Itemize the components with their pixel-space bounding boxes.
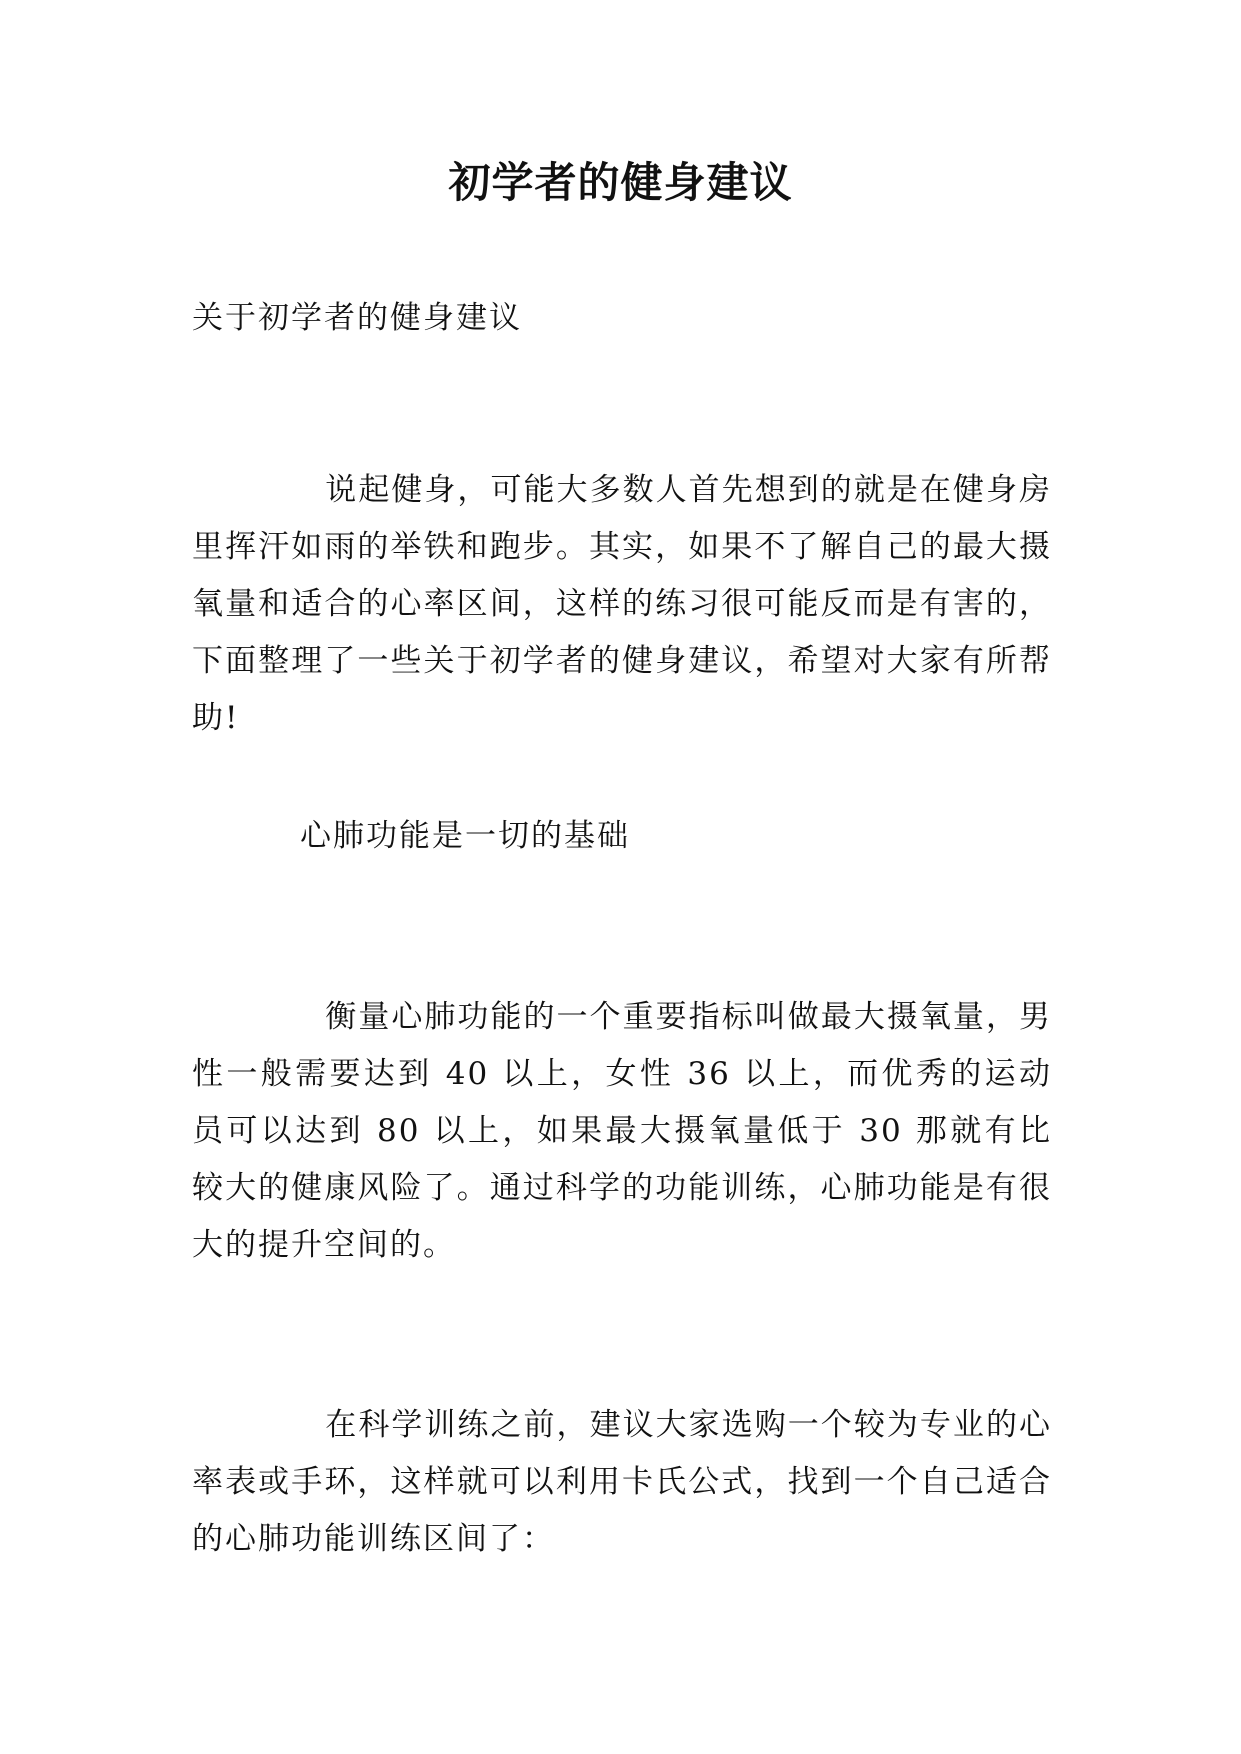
intro-paragraph: 说起健身，可能大多数人首先想到的就是在健身房里挥汗如雨的举铁和跑步。其实，如果不了解自己的最大摄氧量和适合的心率区间，这样的练习很可能反而是有害的，下面整理了一些关于初学者的健身建议，希望对大家有所帮助!	[192, 472, 1052, 736]
document-title: 初学者的健身建议	[448, 158, 793, 207]
vo2max-paragraph: 衡量心肺功能的一个重要指标叫做最大摄氧量，男性一般需要达到 40 以上，女性 36 以上，而优秀的运动员可以达到 80 以上，如果最大摄氧量低于 30 那就有比较大的健康风险了。通过科学的功能训练，心肺功能是有很大的提升空间的。	[192, 999, 1052, 1263]
document-subtitle: 关于初学者的健身建议	[192, 300, 522, 336]
section-heading: 心肺功能是一切的基础	[300, 818, 630, 854]
heart-rate-paragraph: 在科学训练之前，建议大家选购一个较为专业的心率表或手环，这样就可以利用卡氏公式，找到一个自己适合的心肺功能训练区间了：	[192, 1407, 1052, 1557]
